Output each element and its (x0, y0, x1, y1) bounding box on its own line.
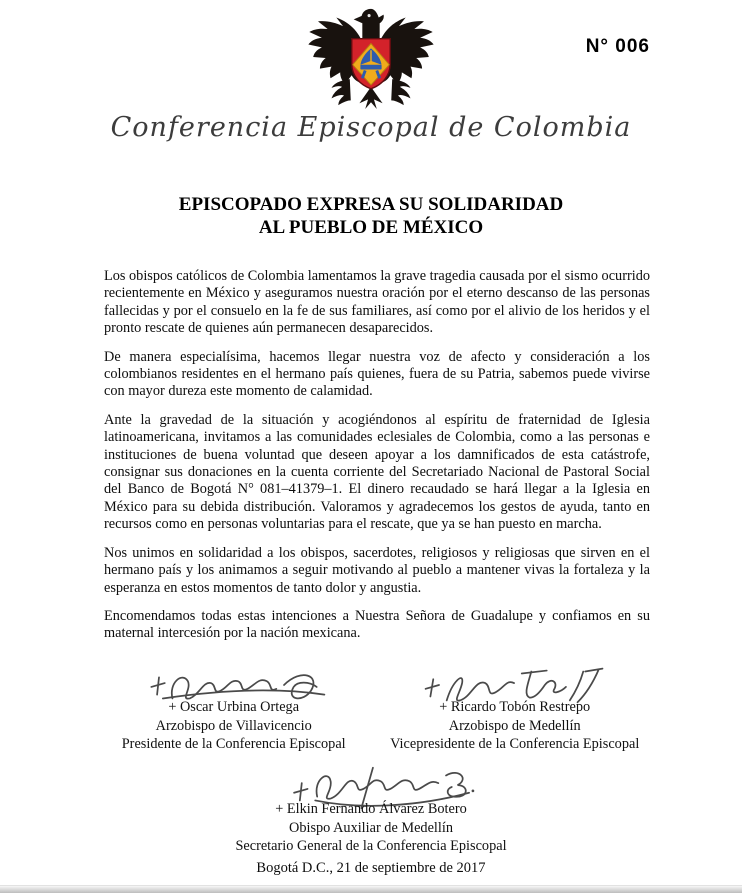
signer-role: Obispo Auxiliar de Medellín (289, 819, 453, 836)
signer-role: Vicepresidente de la Conferencia Episcopal (390, 736, 640, 753)
paragraph-condolences: Los obispos católicos de Colombia lamentamos la grave tragedia causada por el sismo ocurrido recientemente en México y aseguramos nuestra oración por el eterno descanso de las personas fallecidas y por el consuelo en la fe de sus familiares, así como por el alivio de los heridos y el pronto rescate de quienes aún permanecen desaparecidos. (104, 268, 650, 337)
signature-block-vicepresident (371, 660, 658, 754)
signer-name: + Ricardo Tobón Restrepo (439, 699, 591, 715)
dateline: Bogotá D.C., 21 de septiembre de 2017 (256, 860, 486, 876)
letter-title (0, 193, 742, 239)
organization-name: Conferencia Episcopal de Colombia (110, 112, 632, 143)
episcopal-coat-of-arms-icon (303, 4, 439, 110)
document-number: N° 006 (585, 36, 650, 57)
paragraph-solidarity-clergy: Nos unimos en solidaridad a los obispos, sacerdotes, religiosos y religiosas que sirven en el hermano país y los animamos a seguir motivando al pueblo a mantener vivas la fortaleza y la esperanza en estos momentos de tanto dolor y angustia. (104, 544, 650, 596)
signer-name: + Elkin Fernando Álvarez Botero (275, 801, 467, 817)
signer-role: Arzobispo de Medellín (448, 717, 581, 734)
signer-role: Arzobispo de Villavicencio (155, 717, 312, 734)
signer-role: Secretario General de la Conferencia Episcopal (235, 838, 507, 855)
letter-body (104, 268, 650, 654)
paragraph-guadalupe: Encomendamos todas estas intenciones a Nuestra Señora de Guadalupe y confiamos en su maternal intercesión por la nación mexicana. (104, 607, 650, 642)
letter-title-line1: EPISCOPADO EXPRESA SU SOLIDARIDAD (178, 194, 564, 215)
letter-title-line2: AL PUEBLO DE MÉXICO (258, 217, 484, 238)
signer-role: Presidente de la Conferencia Episcopal (121, 736, 346, 753)
paragraph-donations: Ante la gravedad de la situación y acogiéndonos al espíritu de fraternidad de Iglesia latinoamericana, invitamos a las comunidades eclesiales de Colombia, como a las personas e instituciones de buena voluntad que deseen apoyar a los damnificados de esta catástrofe, consignar sus donaciones en la cuenta corriente del Secretariado Nacional de Pastoral Social del Banco de Bogotá N° 081–41379–1. El dinero recaudado se hará llegar a la Iglesia en México para su debida distribución. Valoramos y agradecemos los gestos de ayuda, tanto en recursos como en personas voluntarias para el rescate, que ya se han puesto en marcha. (104, 411, 650, 533)
viewer-bottom-edge (0, 885, 742, 893)
signature-row (96, 660, 658, 754)
signature-block-president (96, 660, 371, 754)
signer-name: + Oscar Urbina Ortega (168, 699, 300, 715)
paragraph-colombians-abroad: De manera especialísima, hacemos llegar nuestra voz de afecto y consideración a los colombianos residentes en el hermano país quienes, fuera de su Patria, sabemos puede vivirse con mayor dureza este momento de calamidad. (104, 348, 650, 400)
signature-block-secretary (0, 762, 742, 856)
